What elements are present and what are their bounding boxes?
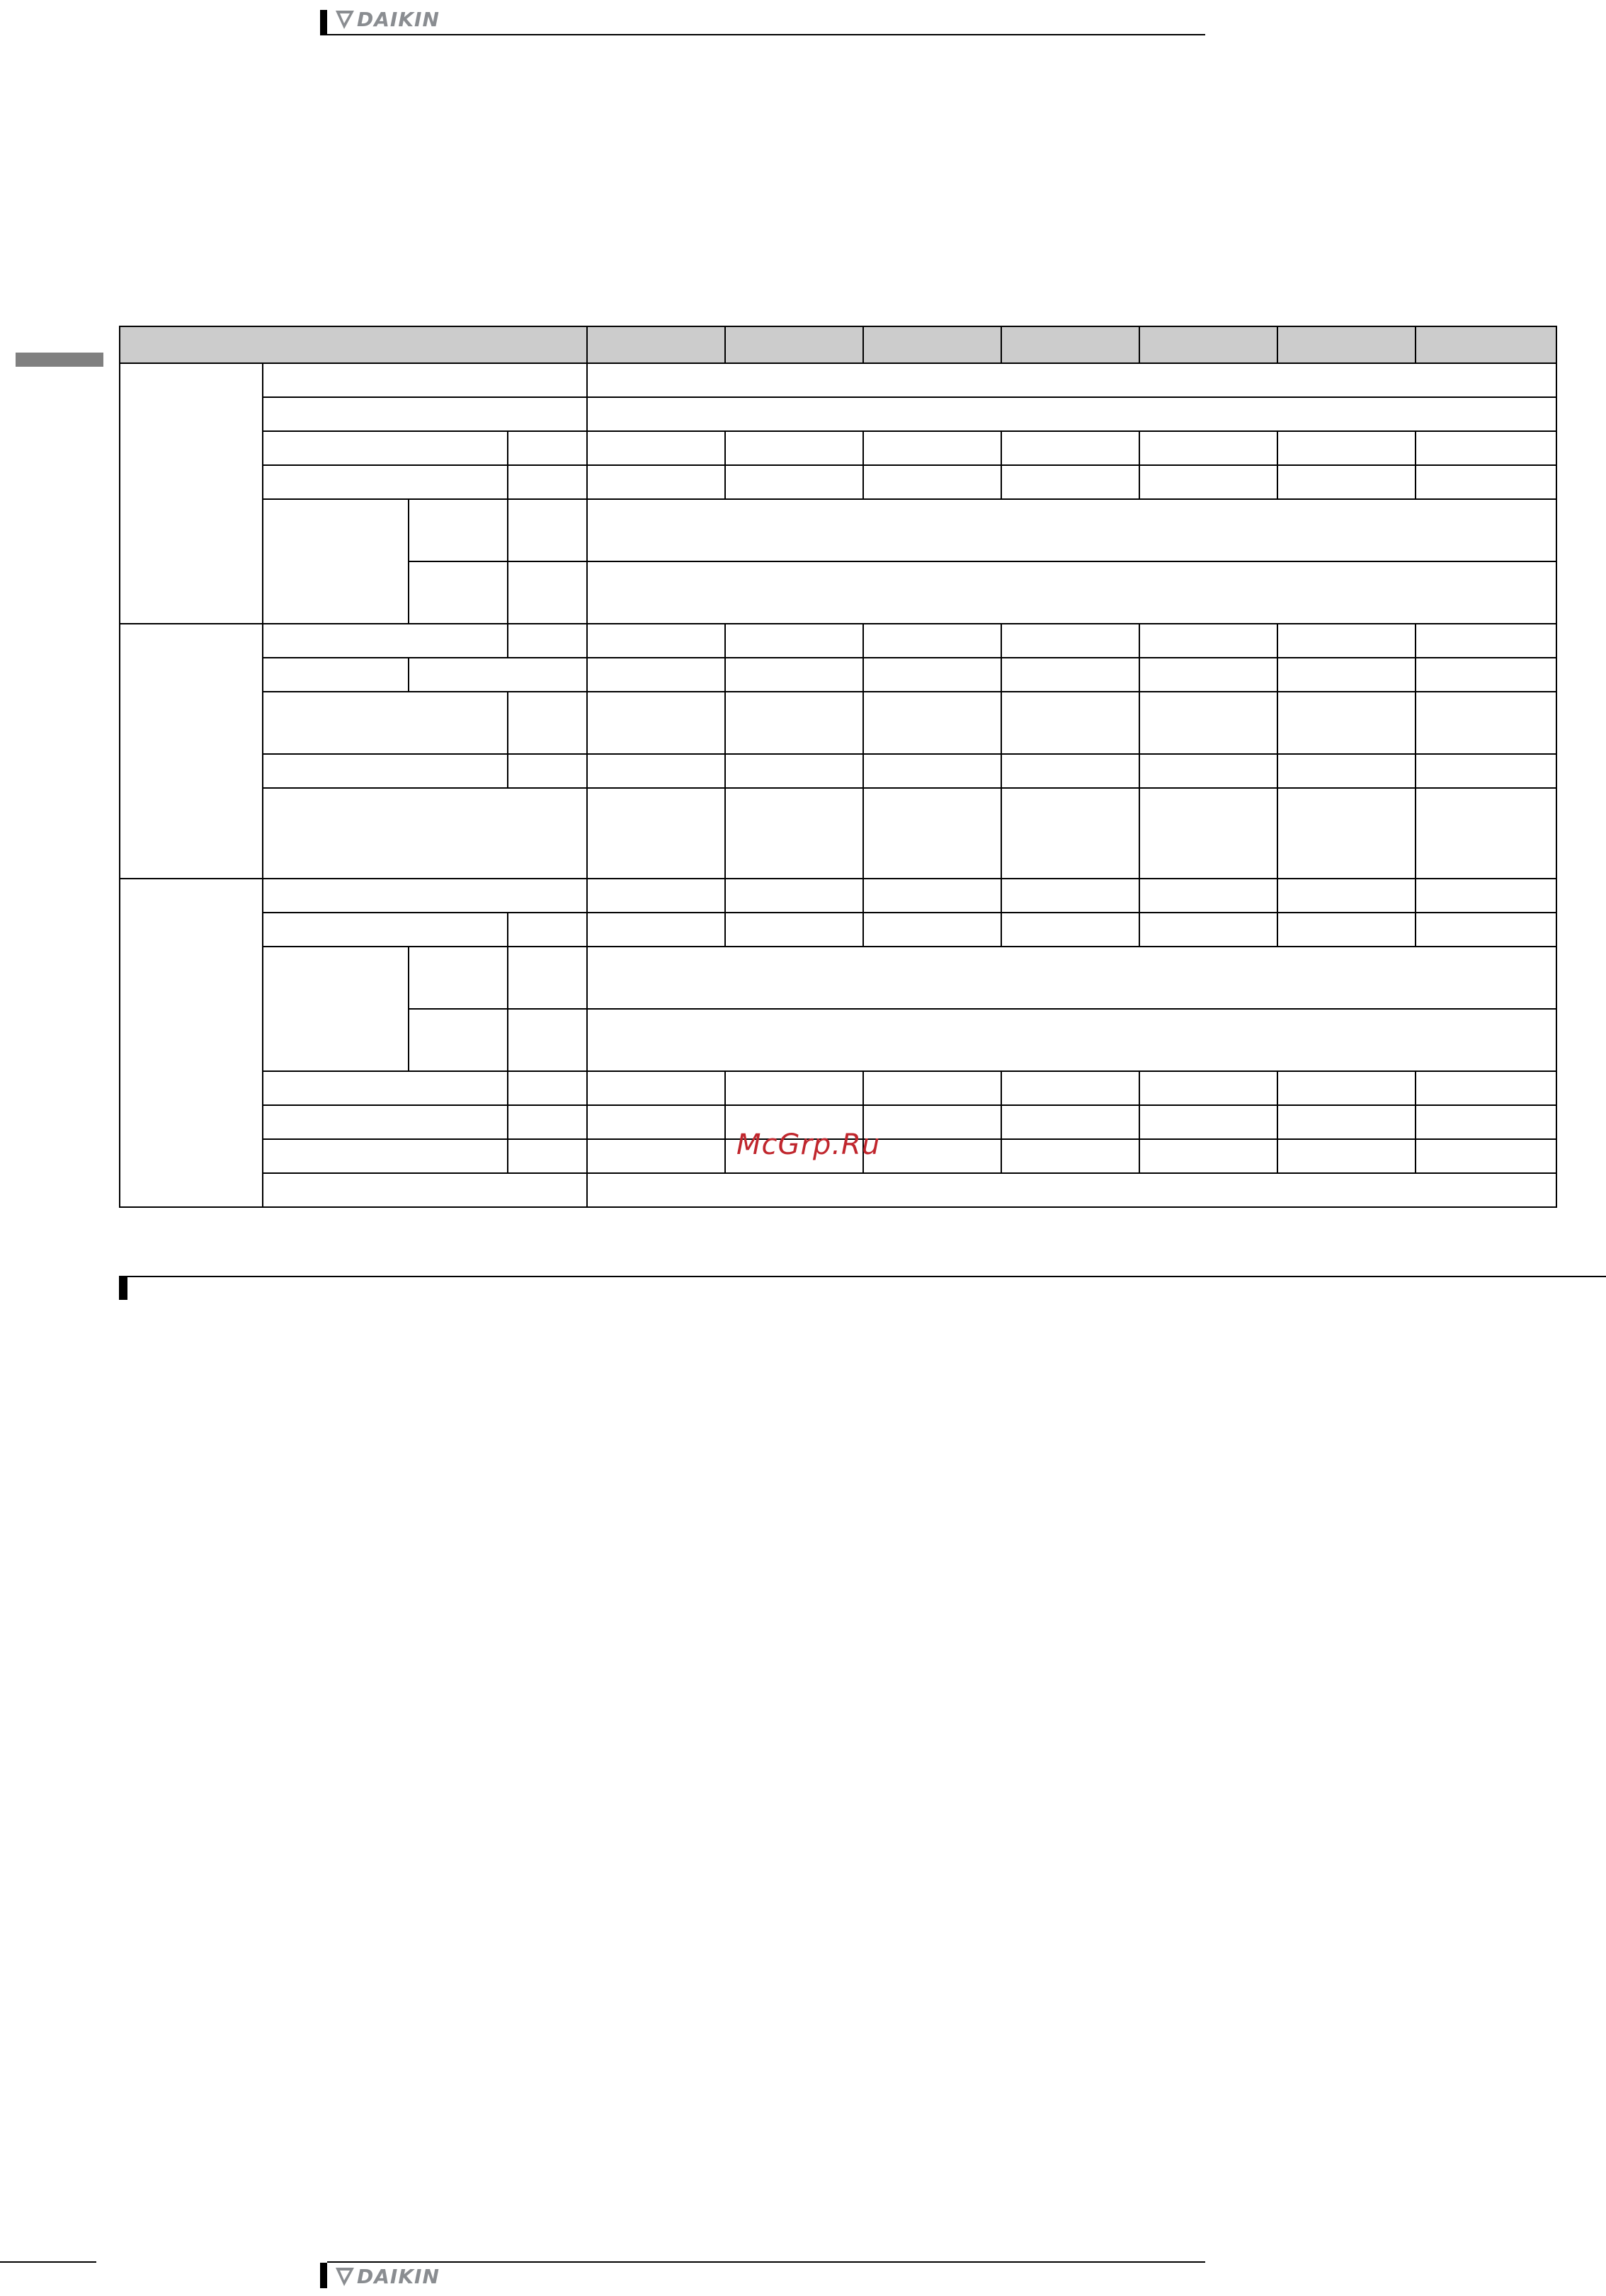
row-label — [263, 624, 508, 658]
row-label — [263, 879, 587, 913]
unit-cell — [508, 624, 587, 658]
watermark-text: McGrp.Ru — [736, 1129, 881, 1161]
header-cell — [1277, 326, 1416, 363]
section-1-label-cell — [120, 363, 263, 624]
unit-cell — [508, 499, 587, 561]
merged-value-cell — [587, 947, 1556, 1009]
footer-rule — [327, 2261, 1205, 2263]
merged-value-cell — [587, 1173, 1556, 1207]
sub-label — [409, 1009, 508, 1071]
row-label — [263, 363, 587, 397]
unit-cell — [508, 947, 587, 1009]
row-label — [263, 1071, 508, 1105]
header-cell-label — [120, 326, 587, 363]
row-label — [263, 431, 508, 465]
table-row — [120, 465, 1556, 499]
table-row — [120, 1071, 1556, 1105]
header-cell — [1001, 326, 1139, 363]
row-label — [263, 397, 587, 431]
footer-left-rule — [0, 2261, 96, 2263]
header-rule — [327, 34, 1205, 35]
section-3-label-cell — [120, 879, 263, 1207]
header-cell — [725, 326, 863, 363]
table-row — [120, 692, 1556, 754]
row-label — [263, 788, 587, 879]
table-header-row — [120, 326, 1556, 363]
unit-cell — [508, 465, 587, 499]
header-cell — [863, 326, 1001, 363]
group-label — [263, 499, 409, 624]
table-row — [120, 397, 1556, 431]
row-label — [263, 692, 508, 754]
daikin-logo-icon — [336, 9, 354, 30]
merged-value-cell — [587, 363, 1556, 397]
unit-cell — [508, 431, 587, 465]
table-row — [120, 913, 1556, 947]
table-row — [120, 431, 1556, 465]
table-row — [120, 1173, 1556, 1207]
row-label — [263, 1173, 587, 1207]
header-logo — [336, 8, 440, 31]
header-cell — [1139, 326, 1277, 363]
table-row — [120, 754, 1556, 788]
header-cell — [587, 326, 725, 363]
sub-label — [409, 658, 587, 692]
footer-logo — [336, 2266, 440, 2288]
group-label — [263, 947, 409, 1071]
section-2-label-cell — [120, 624, 263, 879]
unit-cell — [508, 1139, 587, 1173]
header-accent-bar — [320, 10, 327, 35]
merged-value-cell — [587, 1009, 1556, 1071]
unit-cell — [508, 913, 587, 947]
table-row — [120, 624, 1556, 658]
table-row — [120, 658, 1556, 692]
unit-cell — [508, 561, 587, 624]
spec-table — [119, 326, 1557, 1208]
footer-accent-bar — [320, 2263, 327, 2288]
unit-cell — [508, 1071, 587, 1105]
row-label — [263, 913, 508, 947]
merged-value-cell — [587, 561, 1556, 624]
row-label — [263, 465, 508, 499]
merged-value-cell — [587, 499, 1556, 561]
section-divider-bar — [119, 1276, 127, 1300]
unit-cell — [508, 692, 587, 754]
section-divider-rule — [127, 1276, 1606, 1277]
row-label — [263, 658, 409, 692]
sub-label — [409, 947, 508, 1009]
row-label — [263, 754, 508, 788]
unit-cell — [508, 1009, 587, 1071]
row-label — [263, 1139, 508, 1173]
table-row — [120, 947, 1556, 1009]
sub-label — [409, 561, 508, 624]
unit-cell — [508, 1105, 587, 1139]
merged-value-cell — [587, 397, 1556, 431]
table-row — [120, 879, 1556, 913]
sub-label — [409, 499, 508, 561]
header-brand-text: DAIKIN — [357, 8, 440, 31]
table-row — [120, 363, 1556, 397]
row-label — [263, 1105, 508, 1139]
footer-brand-text: DAIKIN — [357, 2265, 440, 2288]
unit-cell — [508, 754, 587, 788]
section-side-tab — [16, 353, 103, 367]
daikin-logo-icon — [336, 2266, 354, 2288]
table-row — [120, 788, 1556, 879]
table-row — [120, 499, 1556, 561]
header-cell — [1416, 326, 1556, 363]
